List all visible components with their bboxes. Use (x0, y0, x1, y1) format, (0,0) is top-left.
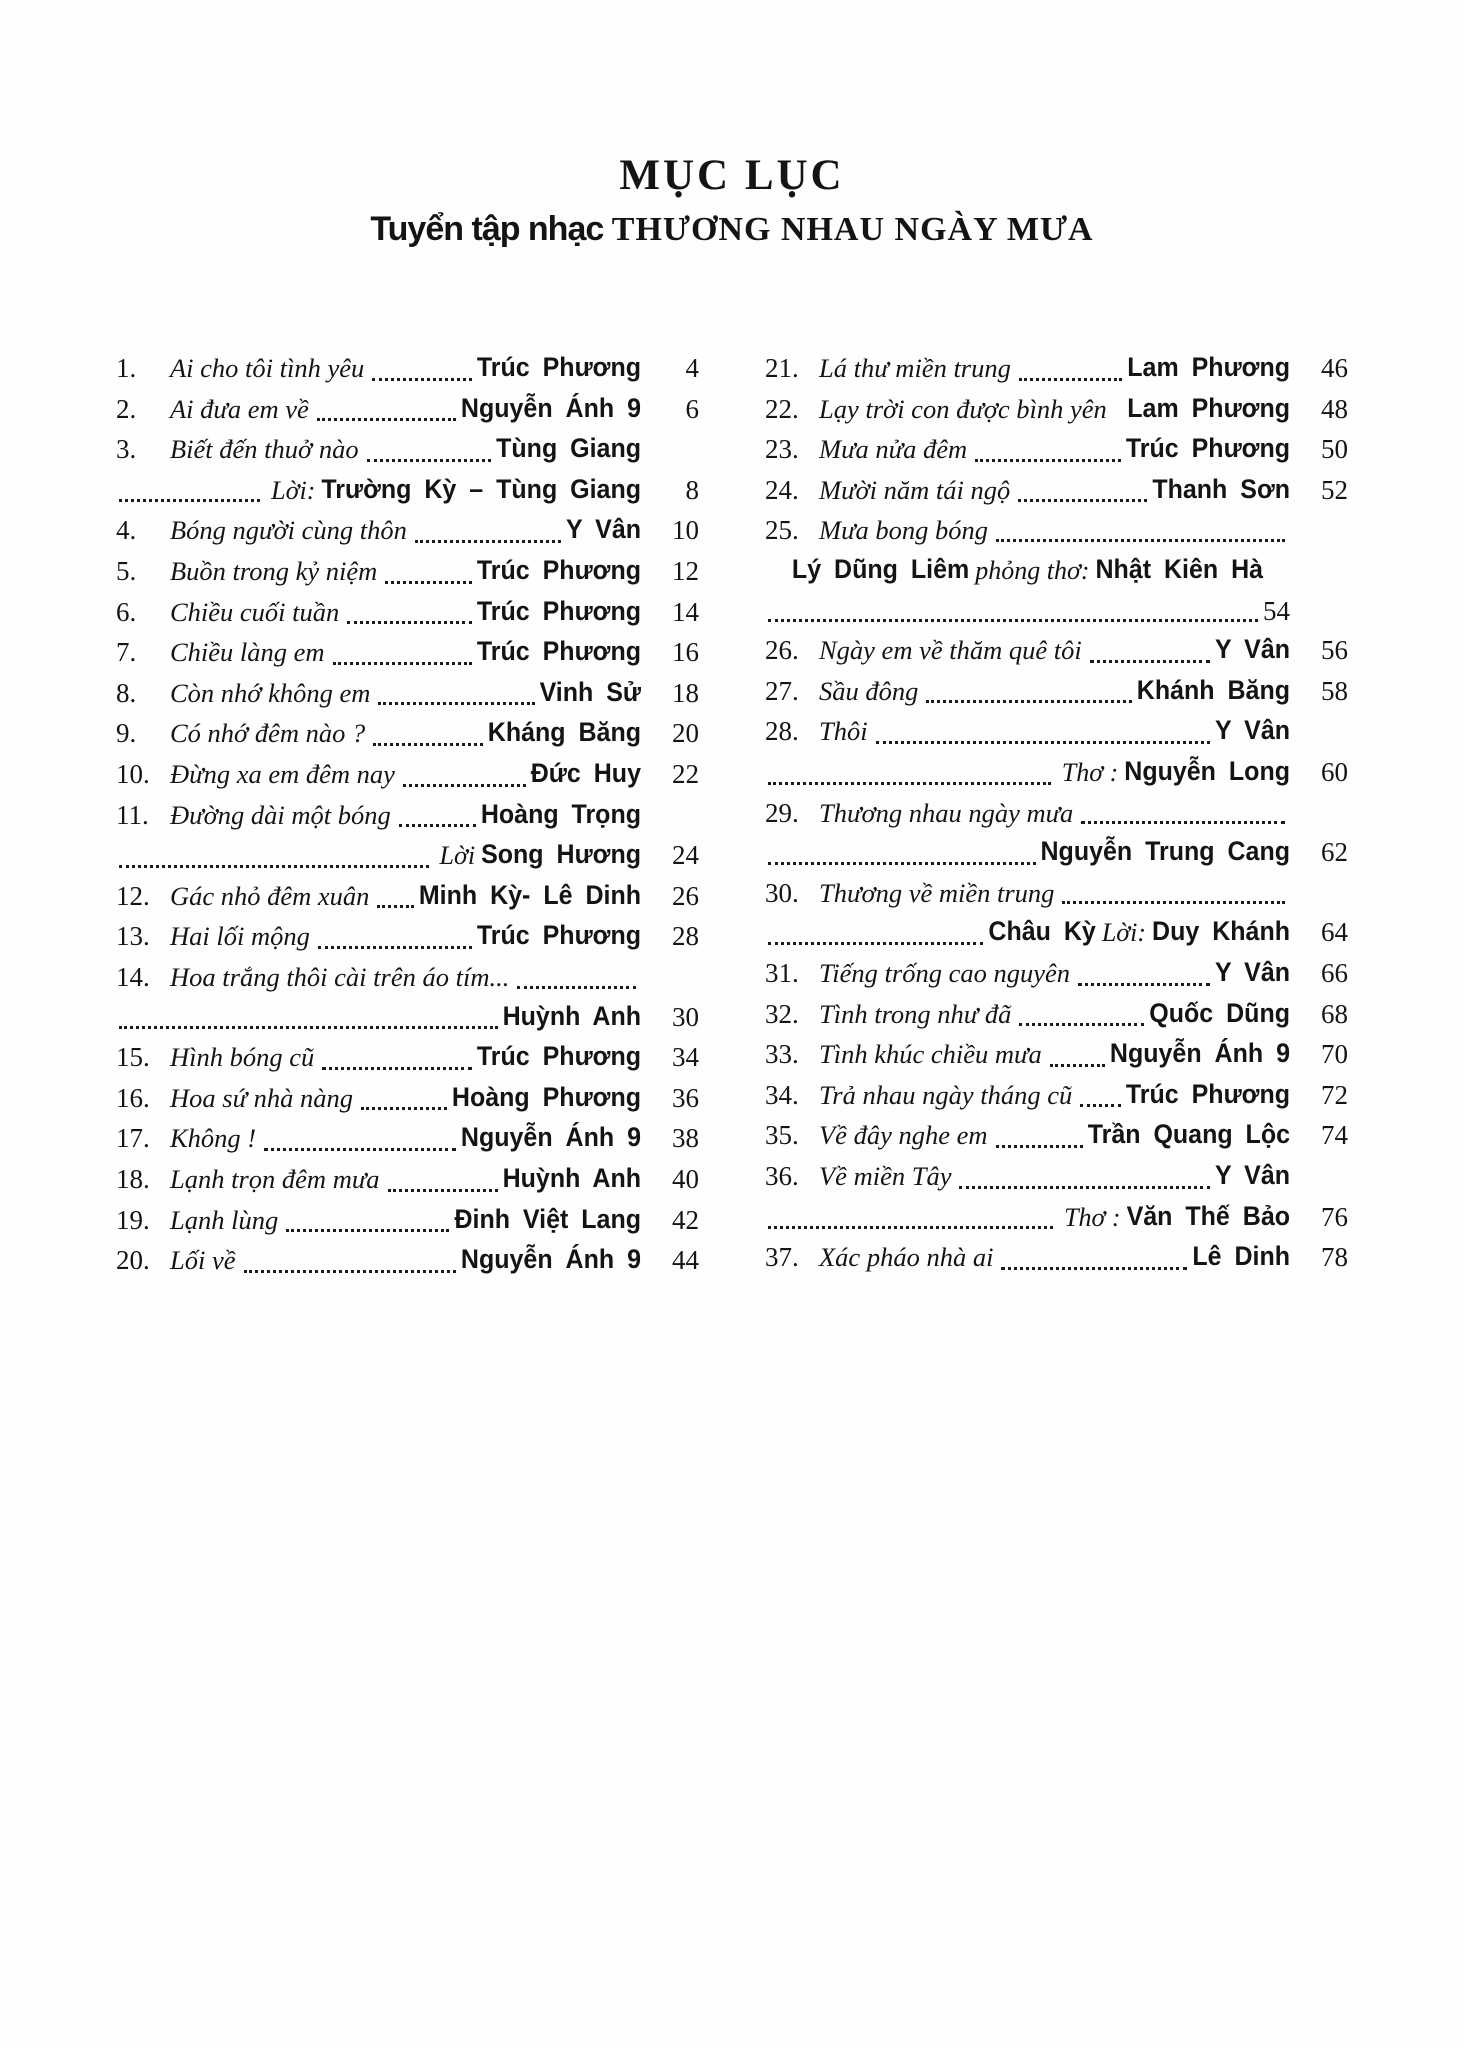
entry-number: 1. (116, 353, 137, 384)
page-number: 4 (685, 353, 699, 384)
page-number: 50 (1321, 434, 1348, 465)
toc-row (765, 672, 1348, 713)
credit-label: Lời: (271, 475, 316, 505)
page-number: 64 (1321, 917, 1348, 948)
toc-row (116, 958, 699, 998)
composer-name: Hoàng Trọng (480, 799, 641, 830)
dot-leader (415, 540, 561, 543)
entry-number: 36. (765, 1160, 799, 1191)
entry-number: 7. (116, 637, 137, 668)
page-number: 62 (1321, 837, 1348, 868)
toc-row (116, 998, 699, 1039)
subtitle-prefix: Tuyển tập nhạc (370, 210, 604, 249)
song-title: Ai cho tôi tình yêu (170, 353, 365, 384)
song-title: Chiều làng em (170, 637, 325, 668)
toc-row (765, 1035, 1348, 1076)
entry-number: 29. (765, 797, 799, 828)
dot-leader (975, 459, 1121, 462)
page-number: 46 (1321, 353, 1348, 384)
toc-row (116, 1038, 699, 1079)
song-title: Tình khúc chiều mưa (819, 1039, 1042, 1070)
page-number: 42 (672, 1204, 699, 1235)
page-number: 78 (1321, 1242, 1348, 1273)
dot-leader (388, 1189, 498, 1192)
composer-name: Duy Khánh (1152, 917, 1290, 948)
table-of-contents (116, 349, 1348, 1282)
credit-label: phỏng thơ: (975, 556, 1090, 586)
page-number: 48 (1321, 393, 1348, 424)
entry-number: 31. (765, 958, 799, 988)
entry-number: 10. (116, 759, 150, 790)
dot-leader (373, 743, 483, 746)
composer-name: Lê Dinh (1192, 1242, 1290, 1272)
composer-name: Nguyễn Long (1124, 756, 1290, 787)
composer-name: Tùng Giang (496, 434, 641, 464)
page-number: 24 (672, 840, 699, 871)
dot-leader (876, 741, 1210, 744)
dot-leader (1080, 1104, 1121, 1107)
composer-name: Y Vân (1214, 635, 1290, 665)
entry-number: 18. (116, 1163, 150, 1194)
dot-leader (768, 782, 1051, 785)
song-title: Thôi (819, 716, 868, 747)
toc-row (765, 1157, 1348, 1198)
page-number: 38 (672, 1123, 699, 1154)
page-number: 28 (672, 921, 699, 952)
toc-row (765, 349, 1348, 390)
entry-number: 35. (765, 1120, 799, 1151)
toc-row (116, 1201, 699, 1242)
dot-leader (317, 418, 456, 421)
toc-row (765, 954, 1348, 995)
entry-number: 15. (116, 1042, 150, 1073)
page-number: 74 (1321, 1120, 1348, 1151)
song-title: Lạy trời con được bình yên (819, 393, 1107, 424)
page-number: 16 (672, 637, 699, 668)
composer-name: Đinh Việt Lang (454, 1204, 641, 1235)
dot-leader (322, 1067, 472, 1070)
toc-row (116, 877, 699, 918)
composer-name: Huỳnh Anh (502, 1001, 641, 1032)
toc-row (116, 430, 699, 471)
page-number: 18 (672, 677, 699, 708)
song-title: Trả nhau ngày tháng cũ (819, 1079, 1073, 1110)
composer-name: Trúc Phương (476, 353, 641, 383)
toc-row (765, 995, 1348, 1036)
composer-name: Nguyễn Ánh 9 (1109, 1039, 1290, 1069)
toc-row (765, 1116, 1348, 1157)
entry-number: 25. (765, 515, 799, 546)
toc-row (116, 674, 699, 715)
composer-name: Trúc Phương (476, 555, 641, 586)
song-title: Sầu đông (819, 675, 919, 706)
toc-row (765, 874, 1348, 914)
entry-number: 5. (116, 556, 137, 587)
composer-name: Trúc Phương (1125, 1079, 1290, 1110)
entry-number: 37. (765, 1242, 799, 1273)
entry-number: 6. (116, 596, 137, 627)
page-number: 22 (672, 759, 699, 790)
page-number: 30 (672, 1001, 699, 1032)
toc-row (765, 471, 1348, 512)
entry-number: 11. (116, 799, 149, 830)
song-title: Về miền Tây (819, 1160, 952, 1191)
page-number: 10 (672, 515, 699, 546)
page-number: 72 (1321, 1079, 1348, 1110)
entry-number: 2. (116, 393, 137, 424)
entry-number: 30. (765, 877, 799, 908)
song-title: Mưa bong bóng (819, 515, 989, 546)
composer-name: Nguyễn Ánh 9 (460, 393, 641, 424)
song-title: Biết đến thuở nào (170, 434, 359, 465)
toc-row (765, 631, 1348, 672)
composer-name: Y Vân (565, 515, 641, 546)
composer-name: Nguyễn Ánh 9 (460, 1123, 641, 1153)
toc-row (765, 592, 1348, 632)
song-title: Lá thư miền trung (819, 353, 1011, 384)
toc-row (765, 551, 1348, 592)
dot-leader (768, 1226, 1053, 1229)
toc-row (116, 796, 699, 837)
page-number: 66 (1321, 958, 1348, 988)
composer-name: Trần Quang Lộc (1087, 1120, 1290, 1150)
song-title: Gác nhỏ đêm xuân (170, 880, 370, 911)
dot-leader (347, 621, 472, 624)
page-number: 52 (1321, 474, 1348, 505)
credit-label: Thơ : (1061, 758, 1119, 788)
composer-name: Huỳnh Anh (502, 1163, 641, 1194)
song-title: Còn nhớ không em (170, 677, 371, 708)
song-title: Ngày em về thăm quê tôi (819, 635, 1082, 666)
dot-leader (385, 581, 472, 584)
song-title: Tiếng trống cao nguyên (819, 958, 1070, 988)
song-title: Về đây nghe em (819, 1120, 988, 1151)
composer-name: Y Vân (1214, 716, 1290, 747)
page-number: 8 (685, 474, 699, 505)
composer-name: Khánh Băng (1136, 675, 1290, 706)
song-title: Hoa sứ nhà nàng (170, 1082, 354, 1113)
song-title: Buồn trong kỷ niệm (170, 556, 378, 587)
toc-row (116, 552, 699, 593)
song-title: Hình bóng cũ (170, 1042, 315, 1073)
entry-number: 28. (765, 716, 799, 747)
composer-name: Trúc Phương (476, 596, 641, 627)
entry-number: 34. (765, 1079, 799, 1110)
song-title: Không ! (170, 1123, 257, 1154)
dot-leader (333, 662, 472, 665)
toc-row (116, 593, 699, 634)
composer-name: Nguyễn Trung Cang (1040, 837, 1290, 867)
composer-name: Y Vân (1214, 1160, 1290, 1191)
toc-row (116, 633, 699, 674)
composer-name: Trúc Phương (476, 1042, 641, 1072)
toc-row (765, 794, 1348, 834)
song-title: Lạnh trọn đêm mưa (170, 1163, 380, 1194)
entry-number: 23. (765, 434, 799, 465)
song-title: Hoa trắng thôi cài trên áo tím... (170, 962, 510, 992)
credit-label: Lời: (1101, 918, 1147, 948)
composer-name: Vinh Sử (539, 677, 641, 708)
song-title: Tình trong như đã (819, 998, 1012, 1029)
song-title: Thương về miền trung (819, 877, 1055, 908)
song-title: Ai đưa em về (170, 393, 309, 424)
song-title: Thương nhau ngày mưa (819, 797, 1074, 828)
dot-leader (377, 905, 413, 908)
entry-number: 17. (116, 1123, 150, 1154)
composer-name: Lam Phương (1127, 393, 1290, 424)
page-number: 68 (1321, 998, 1348, 1029)
page-title: MỤC LỤC (619, 152, 845, 199)
toc-row (765, 390, 1348, 431)
composer-name: Trúc Phương (476, 921, 641, 952)
page-number: 20 (672, 718, 699, 749)
composer-name: Thanh Sơn (1152, 474, 1290, 505)
dot-leader (768, 619, 1258, 622)
dot-leader (1090, 660, 1210, 663)
dot-leader (1018, 499, 1147, 502)
page-number: 60 (1321, 757, 1348, 788)
page-number: 40 (672, 1163, 699, 1194)
entry-number: 3. (116, 434, 137, 465)
composer-name: Minh Kỳ- Lê Dinh (418, 880, 641, 911)
toc-row (116, 511, 699, 552)
dot-leader (517, 986, 636, 989)
composer-name: Hoàng Phương (451, 1082, 641, 1113)
dot-leader (367, 459, 492, 462)
entry-number: 9. (116, 718, 137, 749)
page-number: 44 (672, 1245, 699, 1276)
composer-name: Song Hương (481, 840, 641, 870)
toc-row (765, 833, 1348, 874)
page-number: 58 (1321, 675, 1348, 706)
dot-leader (119, 499, 260, 502)
dot-leader (1019, 1023, 1144, 1026)
toc-row (765, 913, 1348, 954)
page-header (0, 0, 1464, 251)
dot-leader (318, 946, 472, 949)
dot-leader (399, 824, 476, 827)
composer-name: Trúc Phương (1125, 434, 1290, 464)
toc-row (116, 917, 699, 958)
composer-name: Kháng Băng (487, 718, 641, 749)
entry-number: 16. (116, 1082, 150, 1113)
song-title: Hai lối mộng (170, 921, 310, 952)
toc-row (765, 1238, 1348, 1279)
song-title: Lạnh lùng (170, 1204, 279, 1235)
dot-leader (926, 700, 1131, 703)
entry-number: 20. (116, 1245, 150, 1276)
credit-label: Lời (439, 841, 476, 871)
dot-leader (264, 1148, 456, 1151)
dot-leader (119, 865, 429, 868)
toc-row (116, 714, 699, 755)
song-title: Xác pháo nhà ai (819, 1242, 994, 1273)
song-title: Chiều cuối tuần (170, 596, 340, 627)
page-number: 70 (1321, 1039, 1348, 1070)
page-number: 12 (672, 556, 699, 587)
toc-row (116, 755, 699, 796)
dot-leader (1081, 821, 1285, 824)
dot-leader (244, 1270, 456, 1273)
toc-row (116, 1079, 699, 1120)
entry-number: 13. (116, 921, 150, 952)
composer-name: Lam Phương (1127, 353, 1290, 383)
dot-leader (1050, 1064, 1105, 1067)
toc-row (765, 712, 1348, 753)
dot-leader (959, 1186, 1210, 1189)
toc-row (116, 836, 699, 877)
dot-leader (361, 1107, 447, 1110)
composer-name: Châu Kỳ (988, 917, 1096, 948)
entry-number: 12. (116, 880, 150, 911)
song-title: Mưa nửa đêm (819, 434, 968, 465)
dot-leader (403, 784, 526, 787)
dot-leader (768, 942, 983, 945)
toc-row (116, 1160, 699, 1201)
entry-number: 26. (765, 635, 799, 666)
dot-leader (378, 702, 534, 705)
entry-number: 22. (765, 393, 799, 424)
dot-leader (286, 1229, 449, 1232)
toc-column-left (116, 349, 699, 1282)
toc-row (116, 471, 699, 512)
toc-row (765, 511, 1348, 551)
page-number: 14 (672, 596, 699, 627)
entry-number: 14. (116, 962, 150, 992)
dot-leader (119, 1026, 498, 1029)
dot-leader (996, 1145, 1083, 1148)
page-number: 26 (672, 880, 699, 911)
dot-leader (1062, 901, 1285, 904)
page-number: 56 (1321, 635, 1348, 666)
entry-number: 4. (116, 515, 137, 546)
composer-name: Đức Huy (530, 758, 641, 789)
song-title: Đường dài một bóng (170, 799, 391, 830)
toc-row (765, 1198, 1348, 1239)
entry-number: 21. (765, 353, 799, 384)
composer-name: Văn Thế Bảo (1126, 1201, 1290, 1232)
composer-name: Y Vân (1214, 957, 1290, 988)
dot-leader (996, 539, 1285, 542)
composer-name: Lý Dũng Liêm (791, 554, 970, 585)
composer-name: Nhật Kiên Hà (1095, 554, 1264, 585)
toc-row (765, 1076, 1348, 1117)
entry-number: 8. (116, 677, 137, 708)
page-subtitle (0, 209, 1464, 251)
toc-row (116, 349, 699, 390)
page-number: 36 (672, 1082, 699, 1113)
page-number: 6 (685, 393, 699, 424)
dot-leader (768, 862, 1036, 865)
page-number: 76 (1321, 1201, 1348, 1232)
song-title: Mười năm tái ngộ (819, 474, 1011, 505)
subtitle-collection-name: THƯƠNG NHAU NGÀY MƯA (611, 211, 1094, 249)
dot-leader (1078, 983, 1210, 986)
page-number-inline: 54 (1263, 595, 1290, 626)
entry-number: 32. (765, 998, 799, 1029)
entry-number: 33. (765, 1039, 799, 1070)
song-title: Có nhớ đêm nào ? (170, 718, 366, 749)
composer-name: Trường Kỳ – Tùng Giang (321, 474, 641, 505)
entry-number: 19. (116, 1204, 150, 1235)
song-title: Lối về (170, 1245, 236, 1276)
composer-name: Quốc Dũng (1149, 998, 1290, 1029)
song-title: Bóng người cùng thôn (170, 515, 407, 546)
entry-number: 27. (765, 675, 799, 706)
toc-column-right (765, 349, 1348, 1279)
toc-row (765, 753, 1348, 794)
page-number: 34 (672, 1042, 699, 1073)
dot-leader (372, 378, 472, 381)
toc-row (116, 1119, 699, 1160)
credit-label: Thơ : (1064, 1202, 1121, 1232)
song-title: Đừng xa em đêm nay (170, 759, 395, 790)
composer-name: Trúc Phương (476, 637, 641, 667)
composer-name: Nguyễn Ánh 9 (460, 1245, 641, 1275)
toc-row (765, 430, 1348, 471)
dot-leader (1019, 378, 1122, 381)
toc-row (116, 390, 699, 431)
dot-leader (1001, 1267, 1187, 1270)
toc-row (116, 1241, 699, 1282)
entry-number: 24. (765, 474, 799, 505)
